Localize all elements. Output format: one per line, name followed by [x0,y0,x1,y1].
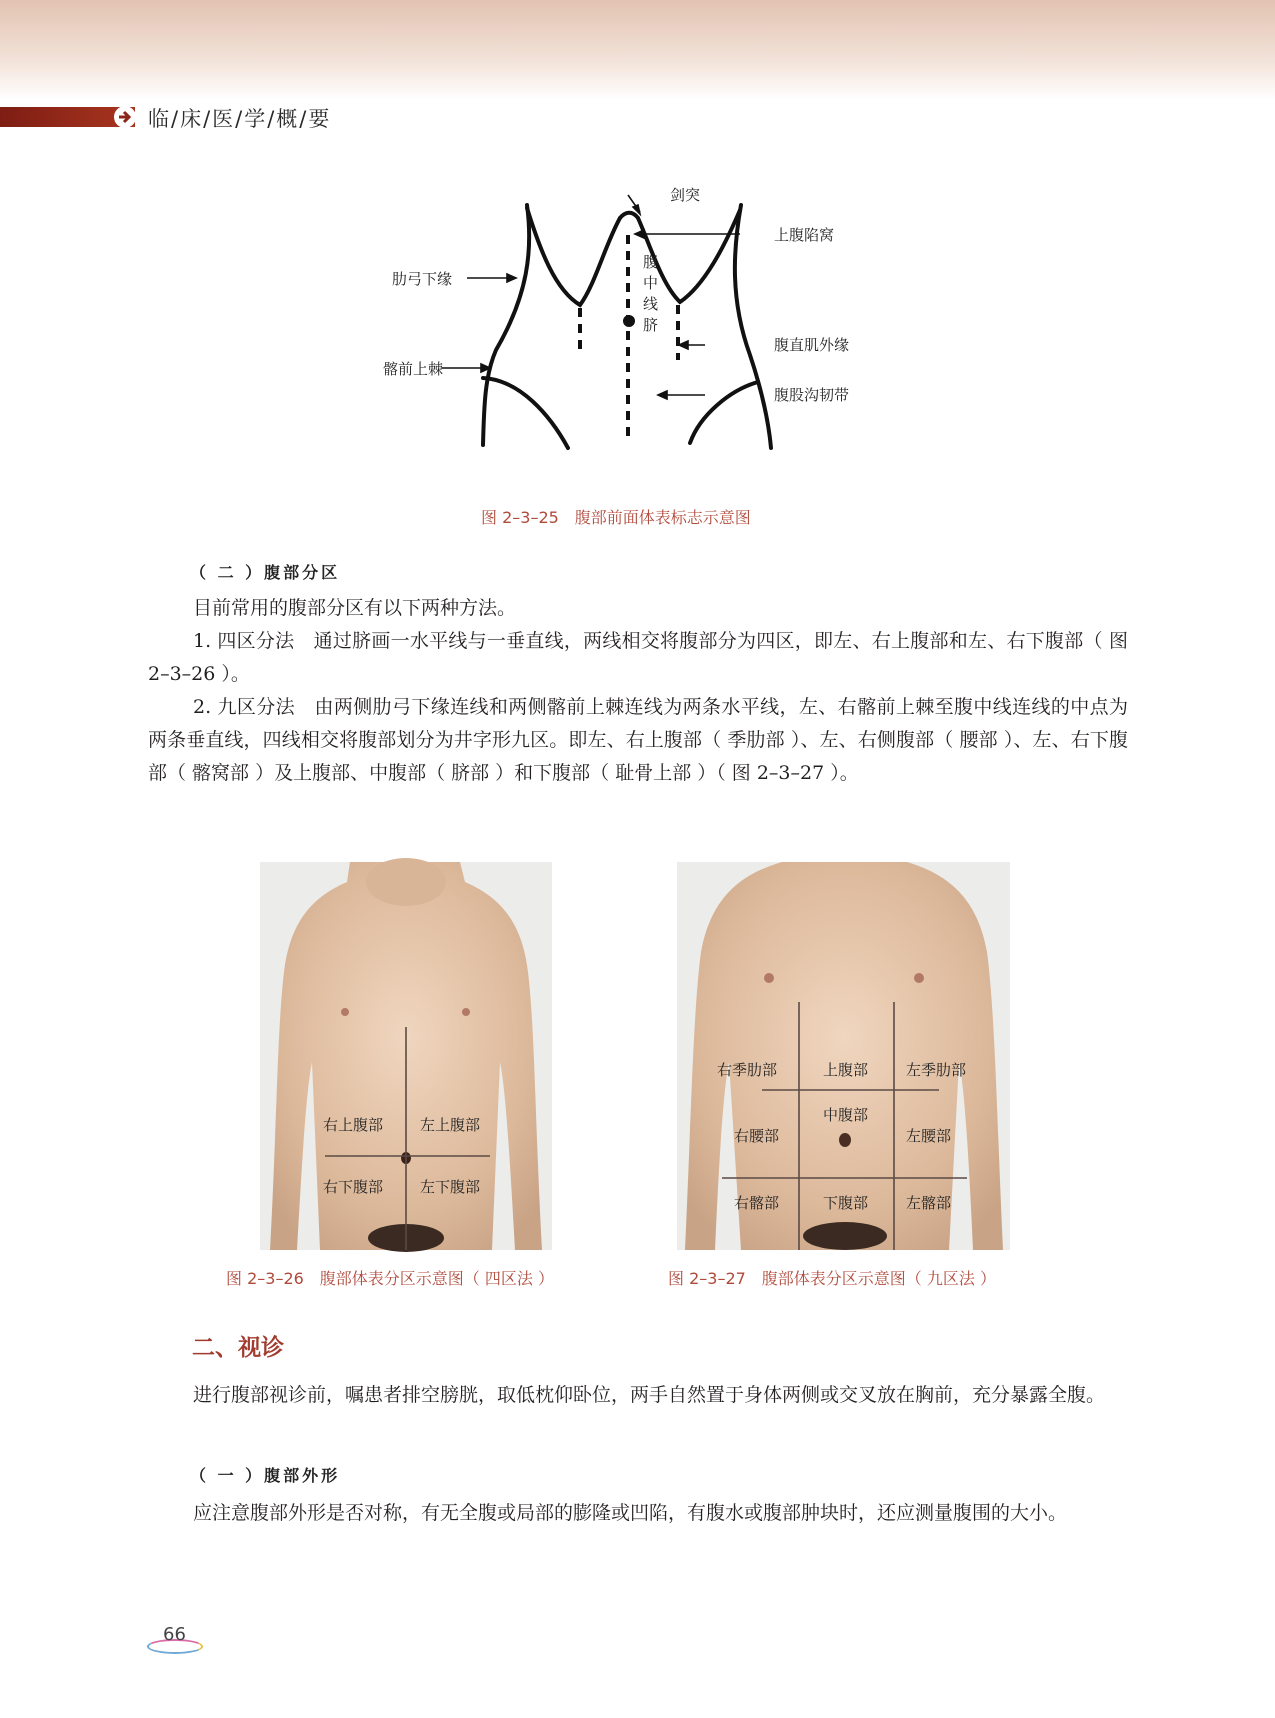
figure-four-quadrant-photo [260,862,552,1250]
partition-method2: 2. 九区分法 由两侧肋弓下缘连线和两侧髂前上棘连线为两条水平线，左、右髂前上棘至腹中线连线的中点为两条垂直线，四线相交将腹部划分为井字形九区。即左、右上腹部（ 季肋部 ）、左、右侧腹部（ 腰部 ）、左、右下腹部（ 髂窝部 ）及上腹部、中腹部（ 脐部 ）和下腹部（ 耻骨上部 ）（ 图 2–3–27 ）。 [148,696,1128,784]
abdominal-shape-body: 应注意腹部外形是否对称，有无全腹或局部的膨隆或凹陷，有腹水或腹部肿块时，还应测量腹围的大小。 [193,1502,1068,1524]
torso-left-outline [483,205,529,445]
region-right-lumbar: 右腰部 [734,1127,780,1145]
page-number-text: 66 [163,1624,186,1645]
label-umbilicus: 脐 [643,316,659,334]
label-epigastric-fossa: 上腹陷窝 [774,226,835,244]
partition-method1: 1. 四区分法 通过脐画一水平线与一垂直线，两线相交将腹部分为四区，即左、右上腹部和左、右下腹部（ 图 2–3–26 ）。 [148,630,1128,685]
abdominal-shape-text [148,1497,1128,1530]
region-right-lower: 右下腹部 [323,1178,384,1196]
section-title-inspection: 二、视诊 [192,1335,284,1361]
inspection-intro [148,1379,1128,1412]
region-left-upper: 左上腹部 [420,1116,481,1134]
region-left-hypochondriac: 左季肋部 [906,1061,967,1079]
arrow-right-circle-icon [113,105,137,129]
region-left-lumbar: 左腰部 [906,1127,952,1145]
label-rectus-border: 腹直肌外缘 [774,336,850,354]
label-inguinal-ligament: 腹股沟韧带 [774,386,850,404]
subheading-abdominal-shape: （ 一 ）腹部外形 [190,1466,341,1485]
running-header [0,103,1275,131]
region-left-iliac: 左髂部 [906,1194,952,1212]
label-costal-margin: 肋弓下缘 [392,270,453,288]
region-hypogastric: 下腹部 [823,1194,869,1212]
region-right-hypochondriac: 右季肋部 [717,1061,778,1079]
label-midline-3: 线 [643,295,659,313]
region-umbilical: 中腹部 [823,1106,869,1124]
right-inguinal-line [690,382,758,443]
top-decorative-band [0,0,1275,100]
page-number [147,1624,202,1658]
label-asis: 髂前上棘 [383,360,444,378]
partition-text [148,592,1128,790]
inspection-intro-text: 进行腹部视诊前，嘱患者排空膀胱，取低枕仰卧位，两手自然置于身体两侧或交叉放在胸前，充分暴露全腹。 [193,1384,1106,1406]
figure3-caption: 图 2–3–27 腹部体表分区示意图（ 九区法 ） [668,1269,996,1288]
label-midline-1: 腹 [643,253,659,271]
region-right-iliac: 右髂部 [734,1194,780,1212]
label-midline-2: 中 [643,274,659,292]
book-title: 临/床/医/学/概/要 [148,107,332,131]
region-epigastric: 上腹部 [823,1061,869,1079]
figure1-caption: 图 2–3–25 腹部前面体表标志示意图 [481,508,751,527]
figure2-caption: 图 2–3–26 腹部体表分区示意图（ 四区法 ） [226,1269,554,1288]
umbilicus-mark [623,315,635,327]
label-xiphoid: 剑突 [670,186,701,204]
partition-intro: 目前常用的腹部分区有以下两种方法。 [193,597,517,619]
figure-nine-region-photo [677,862,1010,1250]
left-costal-arch [527,208,620,305]
xiphoid-process [620,213,638,218]
figure-abdominal-landmarks [383,186,880,490]
region-right-upper: 右上腹部 [323,1116,384,1134]
torso-right-outline [735,205,771,448]
left-inguinal-line [483,378,568,448]
subheading-partition: （ 二 ）腹部分区 [190,563,341,582]
region-left-lower: 左下腹部 [420,1178,481,1196]
